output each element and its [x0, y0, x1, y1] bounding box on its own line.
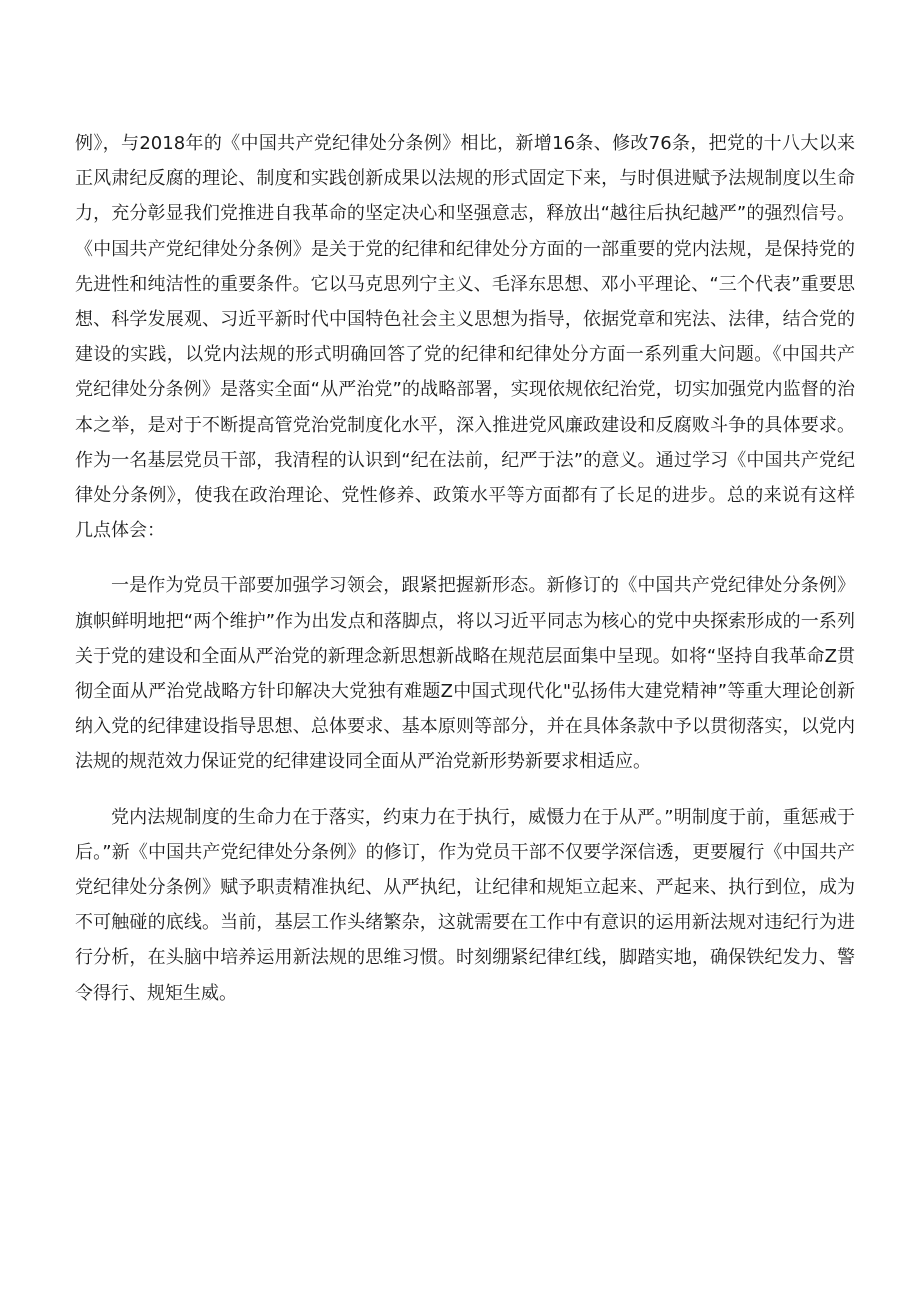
paragraph-implementation: 党内法规制度的生命力在于落实，约束力在于执行，威慑力在于从严。”明制度于前，重惩戒于后。”新《中国共产党纪律处分条例》的修订，作为党员干部不仅要学深信透，更要履行《中国共产党纪律处分条例》赋予职责精准执纪、从严执纪，让纪律和规矩立起来、严起来、执行到位，成为不可触碰的底线。当前，基层工作头绪繁杂，这就需要在工作中有意识的运用新法规对违纪行为进行分析，在头脑中培养运用新法规的思维习惯。时刻绷紧纪律红线，脚踏实地，确保铁纪发力、警令得行、规矩生威。: [75, 806, 855, 1004]
document-body: [75, 126, 855, 1031]
paragraph-continued: 例》，与2018年的《中国共产党纪律处分条例》相比，新增16条、修改76条，把党的十八大以来正风肃纪反腐的理论、制度和实践创新成果以法规的形式固定下来，与时俱进赋予法规制度以生命力，充分彰显我们党推进自我革命的坚定决心和坚强意志，释放出“越往后执纪越严”的强烈信号。《中国共产党纪律处分条例》是关于党的纪律和纪律处分方面的一部重要的党内法规，是保持党的先进性和纯洁性的重要条件。它以马克思列宁主义、毛泽东思想、邓小平理论、“三个代表”重要思想、科学发展观、习近平新时代中国特色社会主义思想为指导，依据党章和宪法、法律，结合党的建设的实践，以党内法规的形式明确回答了党的纪律和纪律处分方面一系列重大问题。《中国共产党纪律处分条例》是落实全面“从严治党”的战略部署，实现依规依纪治党，切实加强党内监督的治本之举，是对于不断提高管党治党制度化水平，深入推进党风廉政建设和反腐败斗争的具体要求。作为一名基层党员干部，我清程的认识到“纪在法前，纪严于法”的意义。通过学习《中国共产党纪律处分条例》，使我在政治理论、党性修养、政策水平等方面都有了长足的进步。总的来说有这样几点体会：: [75, 133, 855, 542]
paragraph-point-one: 一是作为党员干部要加强学习领会，跟紧把握新形态。新修订的《中国共产党纪律处分条例》旗帜鲜明地把“两个维护”作为出发点和落脚点，将以习近平同志为核心的党中央探索形成的一系列关于党的建设和全面从严治党的新理念新思想新战略在规范层面集中呈现。如将“坚持自我革命Z贯彻全面从严治党战略方针印解决大党独有难题Z中国式现代化"弘扬伟大建党精神”等重大理论创新纳入党的纪律建设指导思想、总体要求、基本原则等部分，并在具体条款中予以贯彻落实，以党内法规的规范效力保证党的纪律建设同全面从严治党新形势新要求相适应。: [75, 575, 855, 773]
